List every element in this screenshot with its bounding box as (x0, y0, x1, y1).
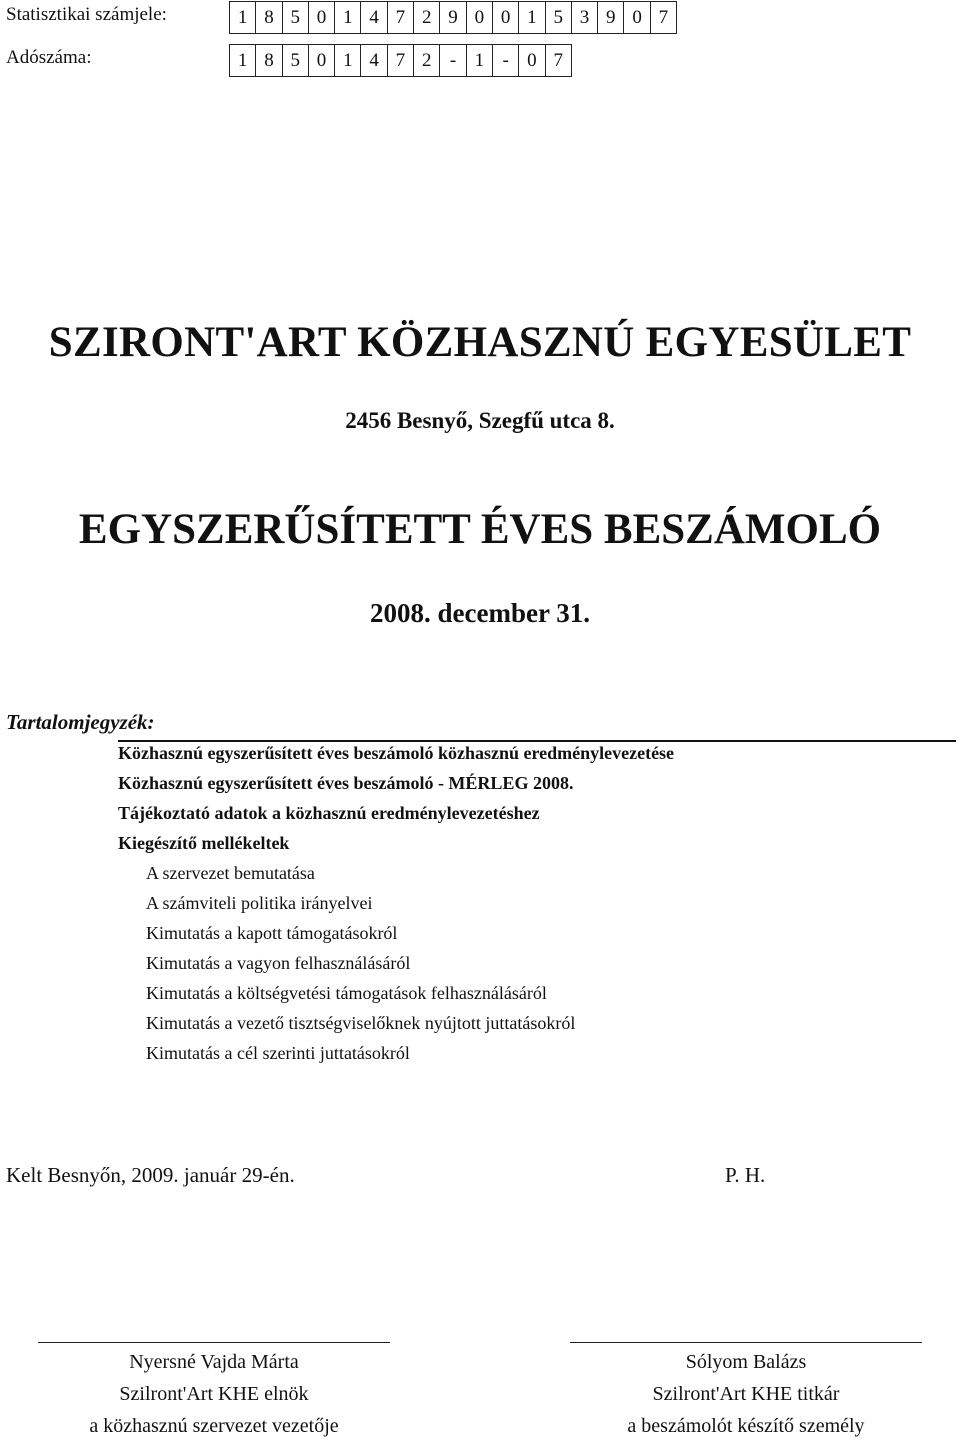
digit-box: 0 (492, 1, 519, 34)
tax-number-label: Adószáma: (6, 47, 92, 68)
signature-block-right (570, 1346, 922, 1442)
organization-name: SZIRONT'ART KÖZHASZNÚ EGYESÜLET (48, 319, 912, 366)
toc-sub-item: A számviteli politika irányelvei (146, 893, 373, 913)
signatory-name: Sólyom Balázs (685, 1351, 807, 1373)
report-title: EGYSZERŰSÍTETT ÉVES BESZÁMOLÓ (78, 506, 882, 553)
signatory-description: a beszámolót készítő személy (627, 1415, 865, 1437)
stamp-placeholder: P. H. (725, 1163, 766, 1187)
place-and-date: Kelt Besnyőn, 2009. január 29-én. (6, 1163, 295, 1187)
digit-box: 5 (545, 1, 572, 34)
digit-box: 9 (439, 1, 466, 34)
report-date: 2008. december 31. (370, 598, 590, 628)
toc-main-item: Tájékoztató adatok a közhasznú eredménylevezetéshez (118, 803, 540, 823)
organization-address: 2456 Besnyő, Szegfű utca 8. (345, 408, 615, 433)
digit-box: 2 (413, 44, 440, 77)
signature-line-left (38, 1342, 390, 1343)
digit-box: 2 (413, 1, 440, 34)
digit-box: 3 (571, 1, 598, 34)
toc-sub-item: Kimutatás a vagyon felhasználásáról (146, 953, 411, 973)
digit-box: 1 (229, 1, 256, 34)
digit-box: 4 (360, 1, 387, 34)
digit-box: 7 (545, 44, 572, 77)
digit-box: 0 (623, 1, 650, 34)
signatory-role: Szilront'Art KHE elnök (119, 1383, 309, 1405)
digit-box: 1 (466, 44, 493, 77)
digit-box: 1 (334, 1, 361, 34)
toc-sub-item: Kimutatás a költségvetési támogatások felhasználásáról (146, 983, 547, 1003)
signature-block-left (38, 1346, 390, 1442)
digit-box: 7 (650, 1, 677, 34)
digit-box: 4 (360, 44, 387, 77)
digit-box: 1 (518, 1, 545, 34)
toc-sub-item: A szervezet bemutatása (146, 863, 315, 883)
digit-box: 5 (282, 1, 309, 34)
digit-box: - (439, 44, 466, 77)
digit-box: 9 (597, 1, 624, 34)
digit-box: 7 (387, 44, 414, 77)
digit-box: 8 (255, 1, 282, 34)
digit-box: 7 (387, 1, 414, 34)
digit-box: 0 (308, 1, 335, 34)
digit-box: 1 (229, 44, 256, 77)
signatory-description: a közhasznú szervezet vezetője (89, 1415, 339, 1437)
toc-main-item: Közhasznú egyszerűsített éves beszámoló - MÉRLEG 2008. (118, 773, 574, 793)
toc-main-item: Közhasznú egyszerűsített éves beszámoló közhasznú eredménylevezetése (118, 743, 675, 763)
stat-number-label: Statisztikai számjele: (6, 4, 167, 25)
digit-box: 8 (255, 44, 282, 77)
digit-box: - (492, 44, 519, 77)
tax-number-boxes (229, 44, 572, 77)
toc-sub-item: Kimutatás a vezető tisztségviselőknek nyújtott juttatásokról (146, 1013, 576, 1033)
stat-number-boxes (229, 1, 677, 34)
digit-box: 1 (334, 44, 361, 77)
toc-divider (118, 740, 956, 742)
digit-box: 0 (308, 44, 335, 77)
toc-main-item: Kiegészítő mellékeltek (118, 833, 290, 853)
digit-box: 5 (282, 44, 309, 77)
signatory-name: Nyersné Vajda Márta (129, 1351, 299, 1373)
signature-line-right (570, 1342, 922, 1343)
signatory-role: Szilront'Art KHE titkár (652, 1383, 840, 1405)
digit-box: 0 (466, 1, 493, 34)
toc-sub-item: Kimutatás a cél szerinti juttatásokról (146, 1043, 410, 1063)
toc-sub-item: Kimutatás a kapott támogatásokról (146, 923, 398, 943)
toc-title: Tartalomjegyzék: (6, 710, 155, 734)
digit-box: 0 (518, 44, 545, 77)
